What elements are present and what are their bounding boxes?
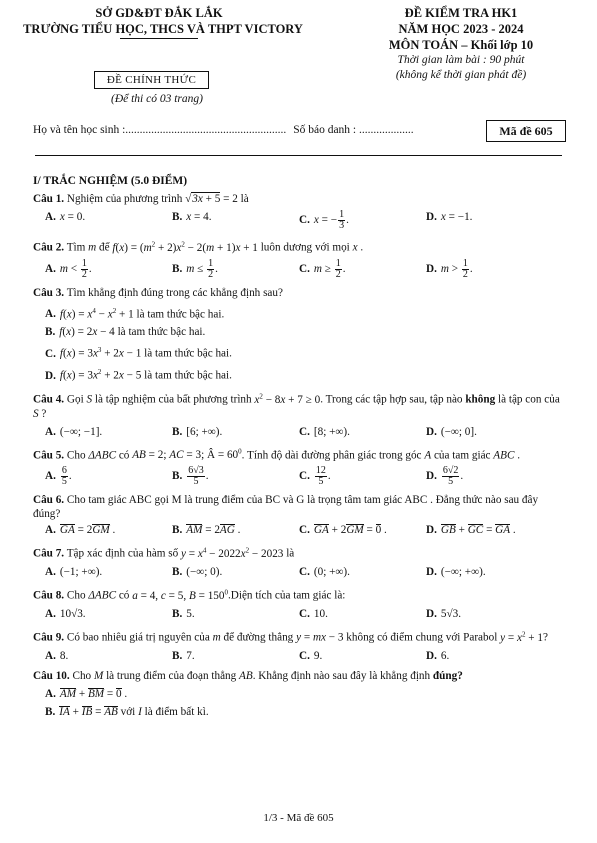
option-b[interactable]: B. AM = 2AG .	[172, 524, 241, 537]
option-a[interactable]: A. GA = 2GM .	[45, 524, 116, 537]
option-b[interactable]: B. $\frac{6√3}{5}$ .	[172, 465, 209, 488]
option-c[interactable]: C. $\frac{12}{5}$ .	[299, 465, 331, 488]
school-name: TRƯỜNG TIỂU HỌC, THCS VÀ THPT VICTORY	[23, 22, 303, 36]
option-a[interactable]: A. AM + BM = 0 .	[45, 687, 128, 700]
option-a[interactable]: A. 8.	[45, 649, 69, 662]
option-d[interactable]: D. x = −1.	[426, 211, 473, 223]
question-1-options	[33, 210, 565, 231]
option-d[interactable]: D. GB + GC = GA .	[426, 524, 516, 537]
option-d[interactable]: D. (−∞; 0].	[426, 425, 477, 438]
option-a[interactable]: A. (−1; +∞).	[45, 566, 103, 579]
option-b[interactable]: B. IA + IB = AB với I là điểm bất kì.	[45, 705, 209, 718]
equation: √3x + 5 = 2	[185, 193, 238, 205]
question-3: Câu 3. Tìm khẳng định đúng trong các khẳng định sau?	[33, 286, 283, 299]
subject: MÔN TOÁN – Khối lớp 10	[388, 38, 534, 52]
question-5-options	[33, 466, 565, 487]
school-underline	[120, 38, 198, 39]
option-d[interactable]: D. $f(x) = 3x^2 + 2x - 5$ là tam thức bậc hai.	[45, 368, 232, 382]
question-8-options	[33, 607, 565, 621]
option-d[interactable]: D. m > $\frac{1}{2}$ .	[426, 257, 473, 280]
option-c[interactable]: C. m ≥ $\frac{1}{2}$ .	[299, 257, 346, 280]
question-6: Câu 6. Cho tam giác ABC gọi M là trung điểm của BC và G là trọng tâm tam giác ABC . Đẳng thức nào sau đây đúng?	[33, 494, 539, 521]
option-d[interactable]: D. 5√3.	[426, 607, 462, 620]
option-b[interactable]: B. 7.	[172, 649, 195, 662]
option-a[interactable]: A. $f(x) = x^4 - x^2 + 1$ là tam thức bậc hai.	[45, 306, 225, 321]
exam-time: Thời gian làm bài : 90 phút	[397, 54, 525, 66]
question-7-options	[33, 565, 565, 579]
option-c[interactable]: C. GA + 2GM = 0 .	[299, 524, 387, 537]
question-1: Câu 1. Nghiệm của phương trình √3x + 5 = 2 là	[33, 193, 249, 205]
exam-code: Mã đề 605	[486, 120, 566, 142]
header	[0, 6, 597, 116]
question-4: Câu 4. Gọi S là tập nghiệm của bất phương trình $x^2 - 8x + 7 \ge 0$. Trong các tập hợp sau, tập nào không là tập con của S ?	[33, 391, 560, 420]
page-count: (Để thi có 03 trang)	[111, 93, 203, 105]
option-d[interactable]: D. $\frac{6√2}{5}$ .	[426, 465, 464, 488]
page-footer: 1/3 - Mã đề 605	[263, 812, 334, 824]
time-note: (không kể thời gian phát đề)	[395, 69, 527, 81]
option-b[interactable]: B. (−∞; 0).	[172, 566, 223, 579]
option-c[interactable]: C. x = − $\frac{1}{3}$ .	[299, 209, 349, 231]
option-a[interactable]: A. $\frac{6}{5}$ .	[45, 465, 72, 488]
question-4-options	[33, 425, 565, 439]
question-10: Câu 10. Cho M là trung điểm của đoạn thẳng AB. Khẳng định nào sau đây là khẳng định đúng?	[33, 669, 463, 682]
question-8: Câu 8. Cho ΔABC có a = 4, c = 5, $B = 150^0.Diện$ tích của tam giác là:	[33, 588, 346, 602]
option-c[interactable]: C. 10.	[299, 607, 328, 620]
school-year: NĂM HỌC 2023 - 2024	[398, 22, 524, 36]
option-a[interactable]: A. m < $\frac{1}{2}$ .	[45, 257, 92, 280]
option-a[interactable]: A. 10√3.	[45, 607, 86, 620]
option-c[interactable]: C. (0; +∞).	[299, 566, 350, 579]
dept-name: SỞ GD&ĐT ĐẮK LẮK	[95, 6, 223, 20]
option-c[interactable]: C. $f(x) = 3x^3 + 2x - 1$ là tam thức bậc hai.	[45, 346, 232, 361]
option-b[interactable]: B. x = 4.	[172, 211, 212, 223]
option-c[interactable]: C. [8; +∞).	[299, 425, 350, 438]
option-a[interactable]: A. x = 0.	[45, 211, 86, 223]
section-title: I/ TRẮC NGHIỆM (5.0 ĐIỂM)	[33, 175, 188, 187]
question-2-options	[33, 259, 565, 280]
option-b[interactable]: B. 5.	[172, 607, 195, 620]
option-b[interactable]: B. f(x) = 2x − 4 là tam thức bậc hai.	[45, 326, 206, 339]
question-6-options	[33, 523, 565, 537]
question-7: Câu 7. Tập xác định của hàm số $y = x^4 - 2022x^2 - 2023$ là	[33, 546, 295, 561]
candidate-number-field[interactable]: Số báo danh : ...................	[293, 124, 414, 136]
option-b[interactable]: B. [6; +∞).	[172, 425, 223, 438]
student-name-field[interactable]: Họ và tên học sinh :........................................................	[33, 124, 287, 136]
option-a[interactable]: A. (−∞; −1].	[45, 425, 103, 438]
official-badge: ĐỀ CHÍNH THỨC	[94, 71, 209, 89]
option-b[interactable]: B. m ≤ $\frac{1}{2}$ .	[172, 257, 218, 280]
option-d[interactable]: D. (−∞; +∞).	[426, 566, 486, 579]
question-9: Câu 9. Có bao nhiêu giá trị nguyên của m để đường thẳng y = mx − 3 không có điểm chung với Parabol $y = x^2 + 1$?	[33, 629, 548, 644]
exam-title: ĐỀ KIỂM TRA HK1	[404, 6, 518, 20]
header-divider	[35, 155, 562, 156]
questions	[33, 174, 565, 723]
question-5: Câu 5. Cho ΔABC có AB = 2; AC = 3; Â = $60^0$. Tính độ dài đường phân giác trong góc A của tam giác ABC .	[33, 447, 521, 462]
option-d[interactable]: D. 6.	[426, 649, 450, 662]
option-c[interactable]: C. 9.	[299, 649, 323, 662]
question-9-options	[33, 649, 565, 663]
question-2: Câu 2. Tìm m để $f(x) = (m^2 + 2)x^2 - 2(m + 1)x + 1$ luôn dương với mọi x .	[33, 240, 364, 254]
student-info	[33, 124, 563, 136]
